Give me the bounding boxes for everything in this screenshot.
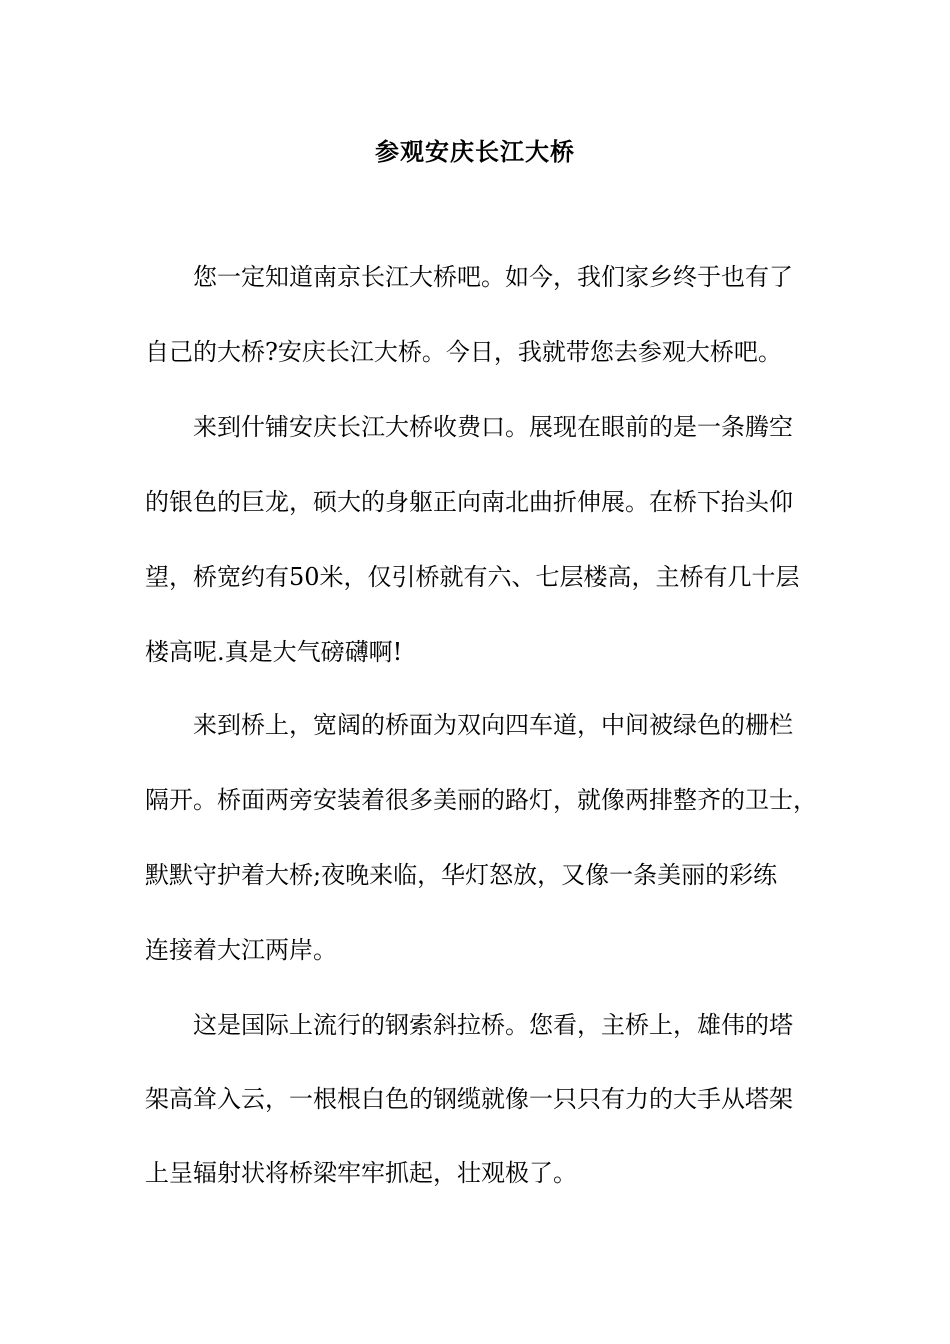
paragraph-4-line-1: 这是国际上流行的钢索斜拉桥。您看，主桥上，雄伟的塔 — [193, 1011, 793, 1039]
paragraph-2-line-1: 来到什铺安庆长江大桥收费口。展现在眼前的是一条腾空 — [193, 413, 793, 441]
paragraph-3-line-3: 默默守护着大桥;夜晚来临，华灯怒放，又像一条美丽的彩练 — [145, 861, 778, 889]
paragraph-1-line-2: 自己的大桥?安庆长江大桥。今日，我就带您去参观大桥吧。 — [145, 338, 782, 366]
paragraph-2-line-3: 望，桥宽约有50米，仅引桥就有六、七层楼高，主桥有几十层 — [145, 563, 800, 591]
paragraph-2-line-2: 的银色的巨龙，硕大的身躯正向南北曲折伸展。在桥下抬头仰 — [145, 488, 793, 516]
paragraph-3-line-2: 隔开。桥面两旁安装着很多美丽的路灯，就像两排整齐的卫士， — [145, 786, 817, 814]
paragraph-3-line-4: 连接着大江两岸。 — [145, 936, 337, 964]
paragraph-1-line-1: 您一定知道南京长江大桥吧。如今，我们家乡终于也有了 — [193, 263, 793, 291]
paragraph-2-line-4: 楼高呢.真是大气磅礴啊! — [145, 638, 403, 666]
document-title: 参观安庆长江大桥 — [375, 137, 575, 166]
paragraph-4-line-2: 架高耸入云，一根根白色的钢缆就像一只只有力的大手从塔架 — [145, 1085, 793, 1113]
paragraph-4-line-3: 上呈辐射状将桥梁牢牢抓起，壮观极了。 — [145, 1159, 577, 1187]
paragraph-3-line-1: 来到桥上，宽阔的桥面为双向四车道，中间被绿色的栅栏 — [193, 711, 793, 739]
